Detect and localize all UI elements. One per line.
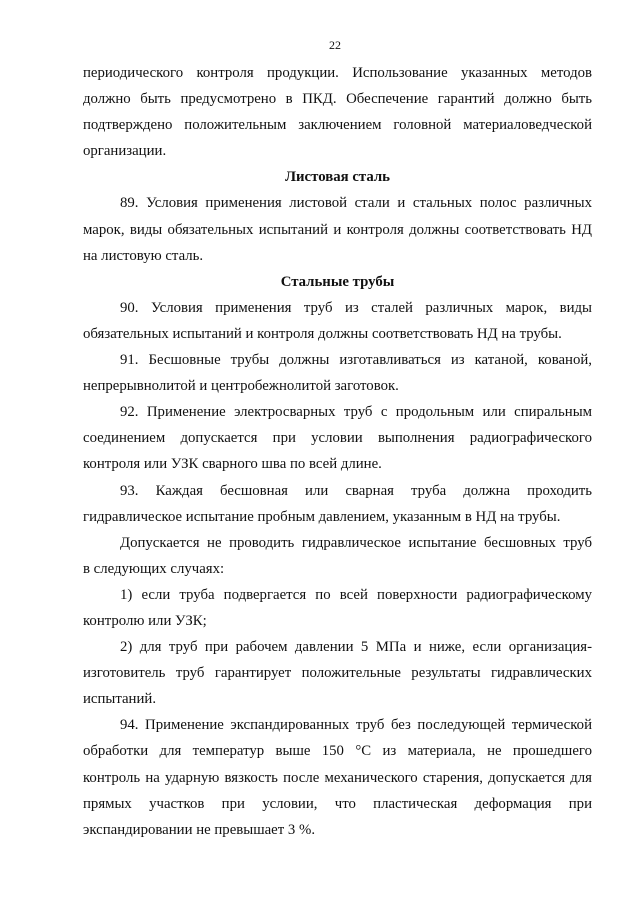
text-line: должно быть предусмотрено в ПКД. Обеспечение гарантий должно быть: [83, 91, 592, 108]
text-line: марок, виды обязательных испытаний и контроля должны соответствовать НД: [83, 221, 592, 238]
text-line: 89. Условия применения листовой стали и стальных полос различных: [120, 195, 592, 212]
text-line: обработки для температур выше 150 °С из материала, не прошедшего: [83, 743, 592, 760]
text-line: контролю или УЗК;: [83, 612, 207, 629]
text-line: 94. Применение экспандированных труб без последующей термической: [120, 717, 592, 734]
text-line: организации.: [83, 143, 167, 160]
text-line: Допускается не проводить гидравлическое испытание бесшовных труб: [120, 534, 592, 551]
text-line: в следующих случаях:: [83, 560, 225, 577]
text-line: экспандировании не превышает 3 %.: [83, 821, 316, 838]
text-line: гидравлическое испытание пробным давлением, указанным в НД на трубы.: [83, 508, 561, 525]
paragraph-90: [83, 295, 592, 347]
text-line: на листовую сталь.: [83, 247, 204, 264]
text-line: контроля или УЗК сварного шва по всей длине.: [83, 456, 382, 473]
text-line: непрерывнолитой и центробежнолитой заготовок.: [83, 378, 399, 395]
paragraph-91: [83, 347, 592, 399]
paragraph-continuation: [83, 60, 592, 164]
text-line: 93. Каждая бесшовная или сварная труба должна проходить: [120, 482, 592, 499]
paragraph-94: [83, 712, 592, 842]
page-number: 22: [329, 38, 341, 52]
paragraph-89: [83, 190, 592, 268]
text-line: соединением допускается при условии выполнения радиографического: [83, 430, 592, 447]
text-line: изготовитель труб гарантирует положительные результаты гидравлических: [83, 665, 592, 682]
text-line: 2) для труб при рабочем давлении 5 МПа и ниже, если организация-: [120, 639, 592, 656]
paragraph-exceptions-intro: [83, 530, 592, 582]
text-line: прямых участков при условии, что пластическая деформация при: [83, 795, 592, 812]
text-line: периодического контроля продукции. Использование указанных методов: [83, 65, 592, 81]
list-item-1: [83, 582, 592, 634]
text-line: подтверждено положительным заключением головной материаловедческой: [83, 117, 592, 134]
text-line: контроль на ударную вязкость после механического старения, допускается для: [83, 769, 592, 786]
text-line: 90. Условия применения труб из сталей различных марок, виды: [120, 299, 592, 316]
page-body: [83, 60, 592, 843]
text-line: 1) если труба подвергается по всей поверхности радиографическому: [120, 586, 592, 603]
section-heading-sheet-steel: Листовая сталь: [285, 169, 390, 186]
text-line: 91. Бесшовные трубы должны изготавливаться из катаной, кованой,: [120, 352, 592, 369]
paragraph-92: [83, 399, 592, 477]
section-heading-steel-pipes: Стальные трубы: [280, 273, 395, 290]
text-line: 92. Применение электросварных труб с продольным или спиральным: [120, 404, 592, 421]
list-item-2: [83, 634, 592, 712]
text-line: обязательных испытаний и контроля должны соответствовать НД на трубы.: [83, 325, 562, 342]
paragraph-93: [83, 478, 592, 530]
text-line: испытаний.: [83, 691, 157, 708]
